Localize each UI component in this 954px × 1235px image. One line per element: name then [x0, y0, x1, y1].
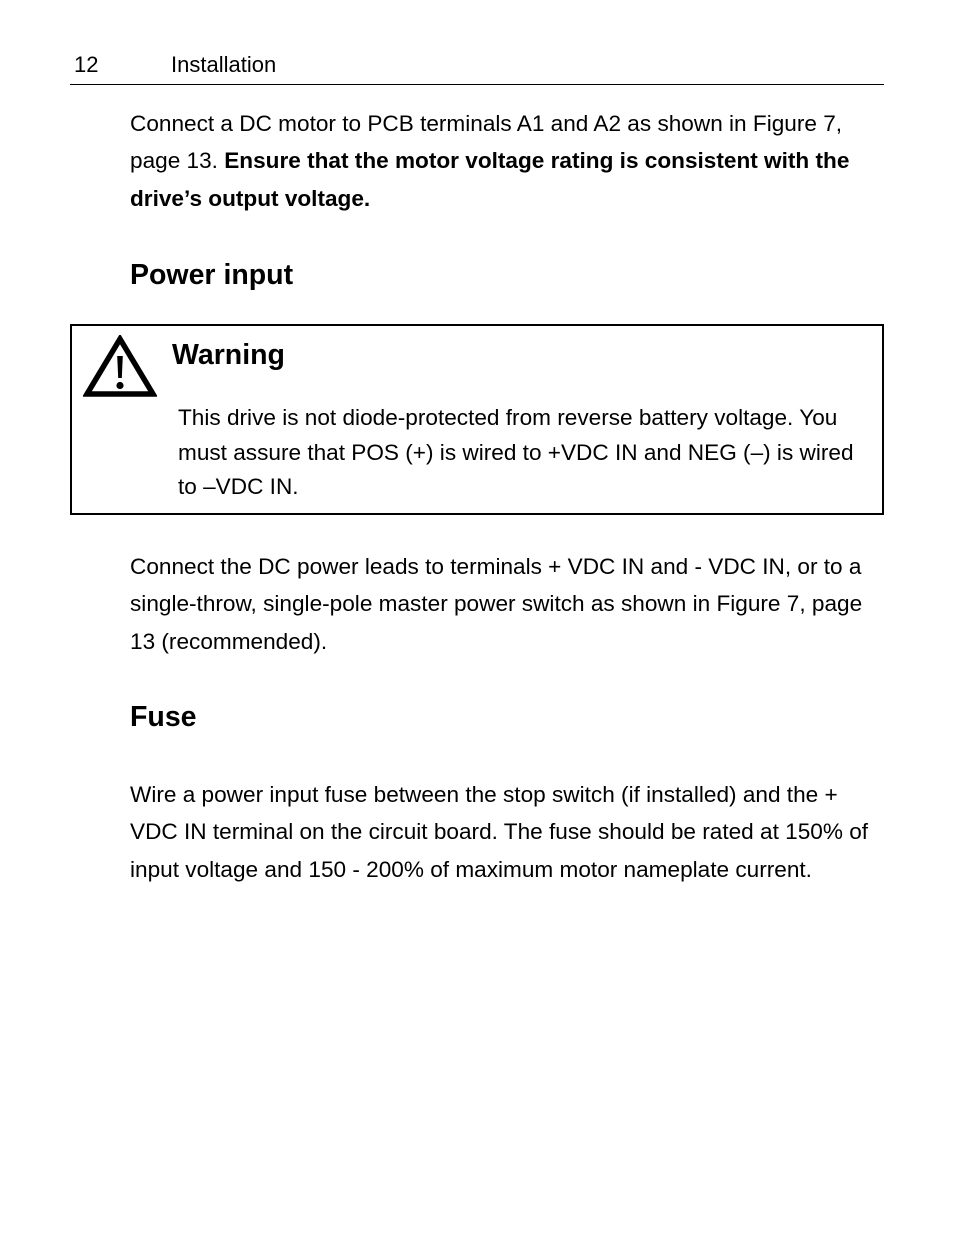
- running-header: [70, 52, 884, 85]
- power-leads-paragraph: Connect the DC power leads to terminals + VDC IN and - VDC IN, or to a single-throw, single-pole master power switch as shown in Figure 7, page 13 (recommended).: [130, 554, 863, 654]
- page-number: 12: [74, 52, 99, 77]
- warning-title: Warning: [172, 339, 285, 371]
- power-input-heading: Power input: [130, 259, 294, 291]
- fuse-heading: Fuse: [130, 701, 197, 733]
- motor-connection-paragraph: [130, 105, 880, 217]
- warning-text: This drive is not diode-protected from reverse battery voltage. You must assure that POS (+) is wired to +VDC IN and NEG (–) is wired to –VDC IN.: [178, 405, 854, 499]
- fuse-paragraph: Wire a power input fuse between the stop switch (if installed) and the + VDC IN terminal on the circuit board. The fuse should be rated at 150% of input voltage and 150 - 200% of maximum motor nameplate current.: [130, 782, 869, 882]
- section-title: Installation: [171, 52, 277, 77]
- warning-box: [70, 324, 884, 515]
- warning-triangle-icon: [83, 335, 157, 399]
- motor-voltage-emphasis: Ensure that the motor voltage rating is consistent with the drive’s output voltage.: [130, 148, 850, 211]
- motor-connection-text: Connect a DC motor to PCB terminals A1 and A2 as shown in Figure 7, page 13.: [130, 111, 843, 174]
